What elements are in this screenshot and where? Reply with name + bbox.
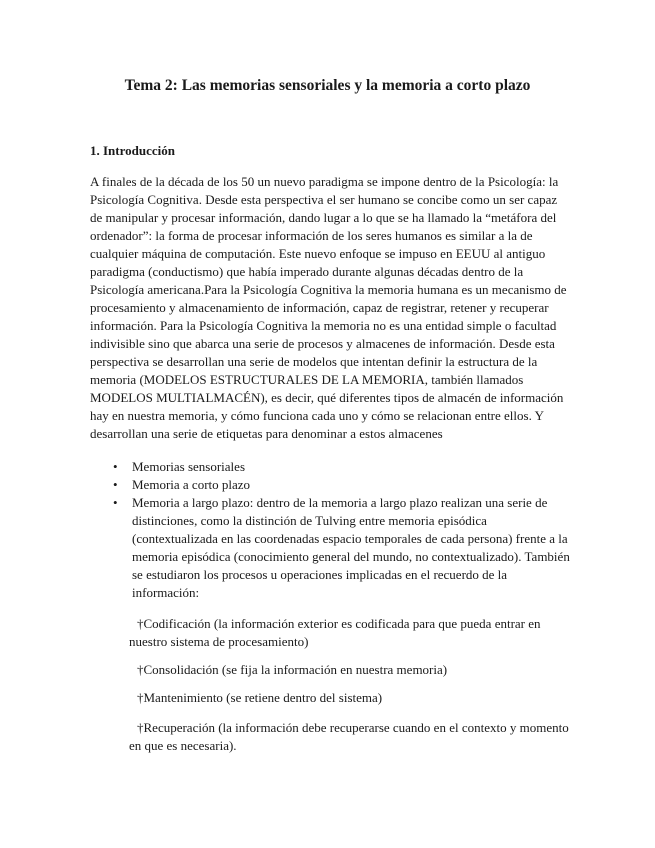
list-item-text: Memoria a largo plazo: dentro de la memoria a largo plazo realizan una serie de distinciones, como la distinción de Tulving entre memoria episódica (contextualizada en las coordenadas espacio temporales de cada persona) frente a la memoria episódica (conocimiento general del mundo, no contextualizado). También se estudiaron los procesos u operaciones implicadas en el recuerdo de la información: (132, 495, 570, 600)
process-text: Consolidación (se fija la información en nuestra memoria) (143, 662, 448, 677)
list-item (111, 494, 571, 602)
process-text: Recuperación (la información debe recuperarse cuando en el contexto y momento en que es necesaria). (129, 720, 569, 753)
memory-types-list (111, 458, 571, 602)
process-text: Codificación (la información exterior es codificada para que pueda entrar en nuestro sistema de procesamiento) (129, 616, 541, 649)
bullet-icon: • (113, 477, 118, 492)
list-item (111, 458, 571, 476)
list-item (111, 476, 571, 494)
list-item-text: Memorias sensoriales (132, 459, 246, 474)
process-text: Mantenimiento (se retiene dentro del sistema) (143, 690, 383, 705)
dagger-icon: † (137, 720, 144, 735)
process-item-consolidacion (129, 661, 569, 679)
process-item-recuperacion (129, 719, 569, 755)
bullet-icon: • (113, 459, 118, 474)
process-item-codificacion (129, 615, 569, 651)
section-heading: 1. Introducción (90, 143, 175, 158)
dagger-icon: † (137, 662, 144, 677)
document-title: Tema 2: Las memorias sensoriales y la memoria a corto plazo (124, 77, 531, 94)
bullet-icon: • (113, 495, 118, 510)
dagger-icon: † (137, 616, 144, 631)
dagger-icon: † (137, 690, 144, 705)
process-item-mantenimiento (129, 689, 569, 707)
intro-paragraph: A finales de la década de los 50 un nuevo paradigma se impone dentro de la Psicología: la Psicología Cognitiva. Desde esta perspectiva el ser humano se concibe como un ser capaz de manipular y procesar información, dando lugar a lo que se ha llamado la “metáfora del ordenador”: la forma de procesar información de los seres humanos es similar a la de cualquier máquina de computación. Este nuevo enfoque se impuso en EEUU al antiguo paradigma (conductismo) que había imperado durante algunas décadas dentro de la Psicología americana.Para la Psicología Cognitiva la memoria humana es un mecanismo de procesamiento y almacenamiento de información, capaz de registrar, retener y recuperar información. Para la Psicología Cognitiva la memoria no es una entidad simple o facultad indivisible sino que abarca una serie de procesos y almacenes de información. Desde esta perspectiva se desarrollan una serie de modelos que intentan definir la estructura de la memoria (MODELOS ESTRUCTURALES DE LA MEMORIA, también llamados MODELOS MULTIALMACÉN), es decir, qué diferentes tipos de almacén de información hay en nuestra memoria, y cómo funciona cada uno y cómo se relacionan entre ellos. Y desarrollan una serie de etiquetas para denominar a estos almacenes (90, 174, 567, 441)
list-item-text: Memoria a corto plazo (132, 477, 251, 492)
